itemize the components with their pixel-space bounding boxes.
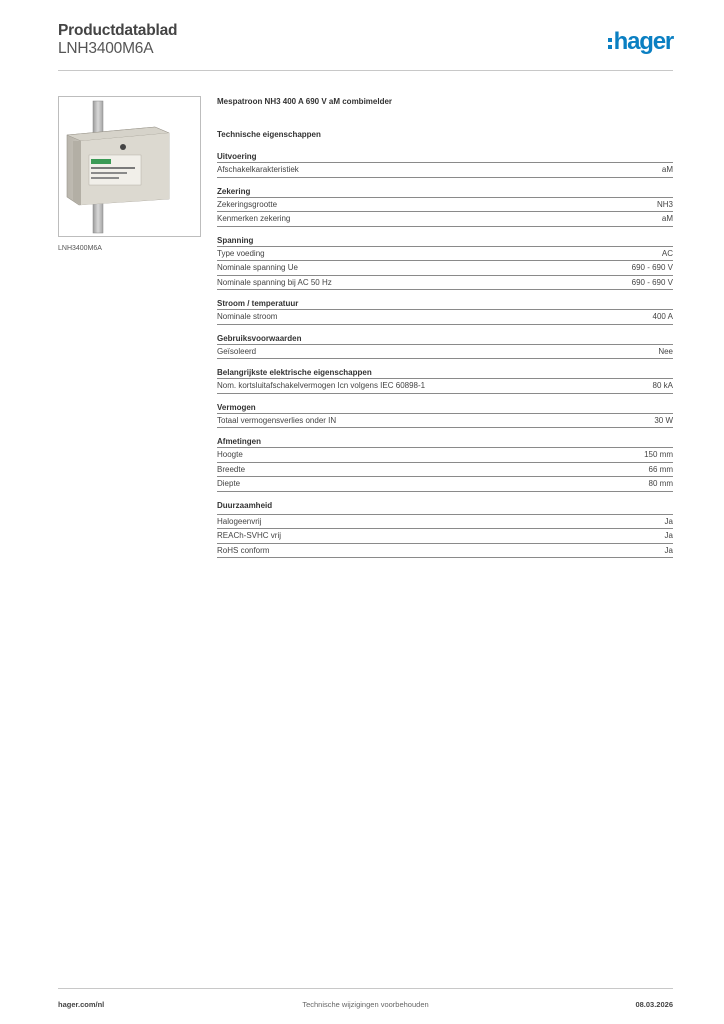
footer-date: 08.03.2026 <box>635 1000 673 1009</box>
product-image <box>58 96 201 237</box>
section-title: Gebruiksvoorwaarden <box>217 333 673 345</box>
section-title: Duurzaamheid <box>217 500 673 515</box>
spec-label: Nominale stroom <box>217 312 278 321</box>
spec-value: Nee <box>658 346 673 356</box>
spec-value: AC <box>661 248 673 258</box>
spec-value: aM <box>661 214 673 223</box>
spec-value: 690 - 690 V <box>631 263 673 272</box>
spec-label: Afschakelkarakteristiek <box>217 165 299 174</box>
spec-value: aM <box>661 165 673 174</box>
spec-value: 80 mm <box>648 479 673 488</box>
spec-row <box>217 477 673 492</box>
spec-row <box>217 515 673 530</box>
spec-row <box>217 448 673 463</box>
spec-section <box>217 402 673 429</box>
spec-value: 690 - 690 V <box>631 277 673 287</box>
spec-row <box>217 163 673 178</box>
spec-label: Breedte <box>217 464 246 474</box>
spec-label: Hoogte <box>217 450 243 459</box>
spec-value: NH3 <box>656 199 673 209</box>
spec-section <box>217 298 673 325</box>
spec-value: Ja <box>664 545 673 555</box>
spec-value: 150 mm <box>644 450 673 459</box>
section-title: Uitvoering <box>217 151 673 163</box>
spec-label: REACh-SVHC vrij <box>217 531 282 540</box>
spec-sections <box>217 151 673 558</box>
spec-section <box>217 235 673 291</box>
image-caption: LNH3400M6A <box>58 245 102 252</box>
spec-label: Nominale spanning Ue <box>217 263 298 272</box>
spec-value: 30 W <box>654 415 673 425</box>
spec-section <box>217 186 673 227</box>
spec-label: Diepte <box>217 479 241 488</box>
spec-row <box>217 463 673 478</box>
spec-row <box>217 544 673 559</box>
section-title: Belangrijkste elektrische eigenschappen <box>217 367 673 379</box>
spec-row <box>217 414 673 429</box>
spec-row <box>217 310 673 325</box>
section-title: Stroom / temperatuur <box>217 298 673 310</box>
spec-value: 400 A <box>652 312 673 321</box>
spec-label: Halogeenvrij <box>217 516 262 526</box>
spec-row <box>217 529 673 544</box>
spec-row <box>217 247 673 262</box>
page-footer <box>58 988 673 1009</box>
spec-row <box>217 345 673 360</box>
spec-section <box>217 436 673 492</box>
spec-section <box>217 500 673 559</box>
footer-website[interactable]: hager.com/nl <box>58 1000 105 1009</box>
fuse-cartridge-icon <box>59 97 200 236</box>
spec-section <box>217 333 673 360</box>
section-title: Zekering <box>217 186 673 198</box>
spec-value: Ja <box>664 516 673 526</box>
document-title: Productdatablad <box>58 22 178 39</box>
tech-heading: Technische eigenschappen <box>217 130 321 139</box>
spec-label: Totaal vermogensverlies onder IN <box>217 415 337 425</box>
section-title: Vermogen <box>217 402 673 414</box>
section-title: Spanning <box>217 235 673 247</box>
product-description: Mespatroon NH3 400 A 690 V aM combimelder <box>217 97 393 106</box>
spec-label: Nom. kortsluitafschakelvermogen Icn volgens IEC 60898-1 <box>217 381 426 390</box>
spec-section <box>217 151 673 178</box>
spec-value: Ja <box>664 531 673 540</box>
spec-label: RoHS conform <box>217 545 270 555</box>
hager-logo <box>608 29 673 55</box>
spec-label: Nominale spanning bij AC 50 Hz <box>217 277 332 287</box>
spec-label: Geïsoleerd <box>217 346 257 356</box>
page-header <box>58 20 673 71</box>
spec-row <box>217 276 673 291</box>
spec-label: Type voeding <box>217 248 265 258</box>
spec-value: 80 kA <box>652 381 673 390</box>
spec-row <box>217 198 673 213</box>
spec-row <box>217 261 673 276</box>
spec-label: Zekeringsgrootte <box>217 199 278 209</box>
logo-text: hager <box>613 28 673 55</box>
spec-label: Kenmerken zekering <box>217 214 291 223</box>
spec-value: 66 mm <box>648 464 673 474</box>
product-code: LNH3400M6A <box>58 40 154 57</box>
footer-notice: Technische wijzigingen voorbehouden <box>302 1000 429 1009</box>
section-title: Afmetingen <box>217 436 673 448</box>
logo-dots-icon <box>608 38 612 49</box>
spec-row <box>217 212 673 227</box>
spec-row <box>217 379 673 394</box>
specification-content <box>217 96 673 566</box>
spec-section <box>217 367 673 394</box>
